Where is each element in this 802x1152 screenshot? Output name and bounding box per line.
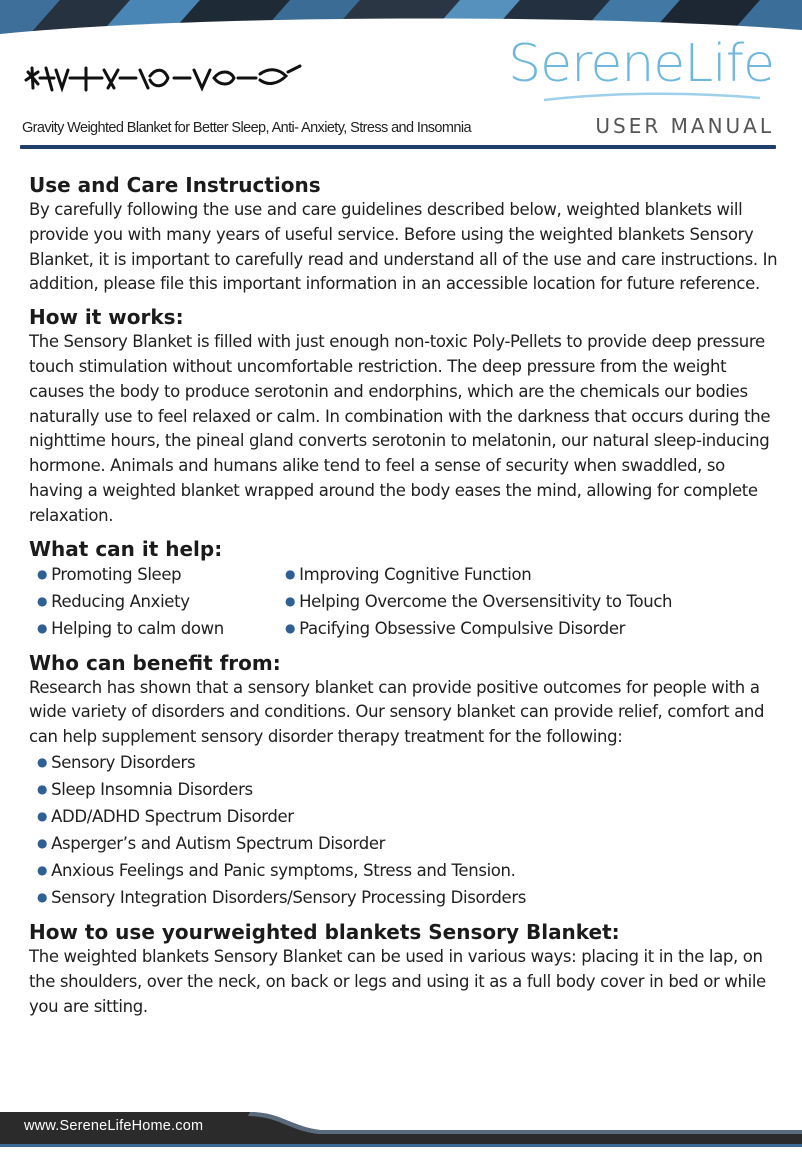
list-item-text: Helping Overcome the Oversensitivity to Touch bbox=[299, 591, 673, 611]
list-item bbox=[29, 616, 277, 643]
section-title: How to use yourweighted blankets Sensory Blanket: bbox=[29, 919, 620, 944]
list-item bbox=[29, 804, 779, 831]
top-decorative-band bbox=[0, 0, 802, 34]
help-list-right bbox=[277, 562, 672, 643]
list-item-text: Anxious Feelings and Panic symptoms, Stress and Tension. bbox=[51, 860, 516, 880]
manual-content bbox=[29, 172, 779, 1026]
section-title: Who can benefit from: bbox=[29, 650, 281, 675]
section-body: The weighted blankets Sensory Blanket can be used in various ways: placing it in the lap, on the shoulders, over the neck, on back or legs and using it as a full body cover in bed or while you are sitting. bbox=[29, 946, 766, 1016]
list-item-text: Pacifying Obsessive Compulsive Disorder bbox=[299, 618, 626, 638]
bullet-icon: ● bbox=[37, 835, 48, 850]
header-divider bbox=[20, 145, 776, 149]
list-item bbox=[29, 831, 779, 858]
list-item bbox=[29, 589, 277, 616]
user-manual-label: USER MANUAL bbox=[595, 114, 774, 138]
section-title: What can it help: bbox=[29, 536, 223, 561]
bullet-icon: ● bbox=[37, 754, 48, 769]
bullet-icon: ● bbox=[37, 862, 48, 877]
bullet-icon: ● bbox=[37, 889, 48, 904]
bullet-icon: ● bbox=[37, 566, 48, 581]
benefit-list bbox=[29, 750, 779, 912]
list-item-text: ADD/ADHD Spectrum Disorder bbox=[51, 806, 294, 826]
section-body: The Sensory Blanket is filled with just enough non-toxic Poly-Pellets to provide deep pressure touch stimulation without uncomfortable restriction. The deep pressure from the weight causes the body to produce serotonin and endorphins, which are the chemicals our bodies naturally use to feel relaxed or calm. In combination with the darkness that occurs during the nighttime hours, the pineal gland converts serotonin to melatonin, our natural sleep-inducing hormone. Animals and humans alike tend to feel a sense of security when swaddled, so having a weighted blanket wrapped around the body eases the mind, allowing for complete relaxation. bbox=[29, 332, 771, 525]
section-body: By carefully following the use and care guidelines described below, weighted blankets will provide you with many years of useful service. Before using the weighted blankets Sensory Blanket, it is important to carefully read and understand all of the use and care instructions. In addition, please file this important information in an accessible location for future reference. bbox=[29, 200, 778, 294]
list-item bbox=[277, 589, 672, 616]
signature-scribble bbox=[24, 62, 304, 99]
list-item-text: Sensory Integration Disorders/Sensory Processing Disorders bbox=[51, 887, 526, 907]
list-item-text: Reducing Anxiety bbox=[51, 591, 190, 611]
list-item bbox=[277, 616, 672, 643]
list-item bbox=[29, 858, 779, 885]
brand-swoosh-icon bbox=[542, 90, 762, 108]
section-title: Use and Care Instructions bbox=[29, 173, 321, 197]
product-subtitle: Gravity Weighted Blanket for Better Sleep, Anti- Anxiety, Stress and Insomnia bbox=[22, 120, 471, 136]
header bbox=[0, 34, 802, 150]
section-how-to-use bbox=[29, 919, 779, 1019]
bullet-icon: ● bbox=[37, 781, 48, 796]
bullet-icon: ● bbox=[285, 566, 296, 581]
brand-logo: SereneLife bbox=[508, 34, 774, 94]
list-item-text: Promoting Sleep bbox=[51, 564, 182, 584]
list-item-text: Improving Cognitive Function bbox=[299, 564, 532, 584]
bullet-icon: ● bbox=[37, 808, 48, 823]
section-who-can-benefit bbox=[29, 650, 779, 912]
section-body: Research has shown that a sensory blanket can provide positive outcomes for people with a wide variety of disorders and conditions. Our sensory blanket can provide relief, comfort and can help supplement sensory disorder therapy treatment for the following: bbox=[29, 677, 765, 747]
section-use-care bbox=[29, 172, 779, 297]
list-item bbox=[277, 562, 672, 589]
bullet-icon: ● bbox=[37, 620, 48, 635]
website-link[interactable]: www.SereneLifeHome.com bbox=[24, 1118, 204, 1134]
list-item-text: Asperger’s and Autism Spectrum Disorder bbox=[51, 833, 386, 853]
list-item bbox=[29, 777, 779, 804]
help-columns bbox=[29, 562, 779, 643]
list-item-text: Sleep Insomnia Disorders bbox=[51, 779, 253, 799]
bullet-icon: ● bbox=[285, 593, 296, 608]
help-list-left bbox=[29, 562, 277, 643]
list-item-text: Helping to calm down bbox=[51, 618, 224, 638]
list-item-text: Sensory Disorders bbox=[51, 752, 196, 772]
section-how-it-works bbox=[29, 304, 779, 528]
section-title: How it works: bbox=[29, 305, 184, 330]
list-item bbox=[29, 885, 779, 912]
section-what-can-it-help bbox=[29, 536, 779, 643]
list-item bbox=[29, 562, 277, 589]
bullet-icon: ● bbox=[285, 620, 296, 635]
list-item bbox=[29, 750, 779, 777]
bullet-icon: ● bbox=[37, 593, 48, 608]
